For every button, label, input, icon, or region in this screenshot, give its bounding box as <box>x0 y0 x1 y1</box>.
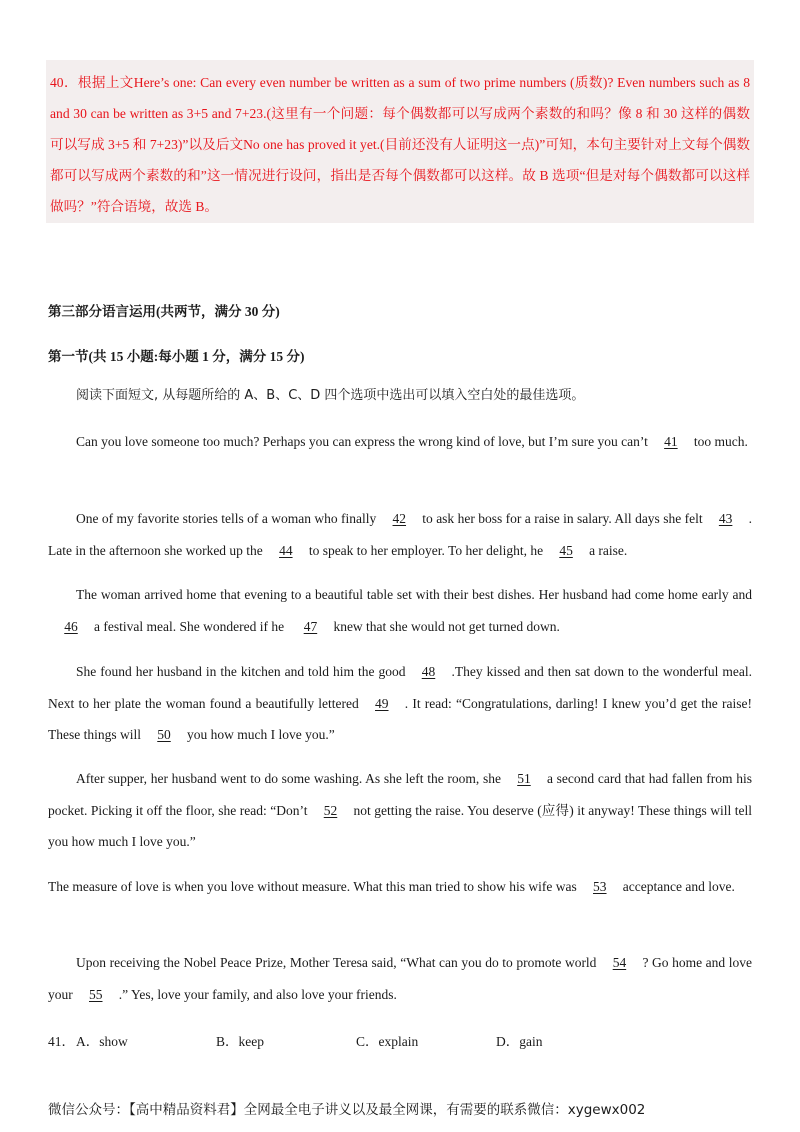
passage-paragraph-5: After supper, her husband went to do some washing. As she left the room, she 51 a second card that had fallen from his pocket. Picking it off the floor, she read: “Don’t 52 not getting the raise. You deserve (应得) it anyway! These things will tell you how much I love you.” <box>48 763 752 858</box>
blank-42: 42 <box>392 511 407 526</box>
passage-paragraph-6: The measure of love is when you love without measure. What this man tried to show his wife was 53 acceptance and love. <box>48 871 752 903</box>
blank-46: 46 <box>64 618 78 634</box>
blank-41: 41 <box>664 434 678 449</box>
blank-50: 50 <box>157 727 171 742</box>
blank-53: 53 <box>593 879 607 894</box>
question-number: 41． <box>48 1034 75 1049</box>
blank-43: 43 <box>718 511 733 526</box>
instructions: 阅读下面短文, 从每题所给的 A、B、C、D 四个选项中选出可以填入空白处的最佳选项。 <box>76 388 585 403</box>
option-a: A．show <box>76 1034 128 1049</box>
passage-paragraph-1: Can you love someone too much? Perhaps you can express the wrong kind of love, but I’m sure you can’t 41 too much. <box>48 426 752 458</box>
option-d: D．gain <box>496 1034 543 1049</box>
section-title: 第三部分语言运用(共两节，满分 30 分) <box>48 304 280 319</box>
question-41-options <box>48 1030 636 1050</box>
passage-paragraph-7: Upon receiving the Nobel Peace Prize, Mother Teresa said, “What can you do to promote world 54 ? Go home and love your 55 .” Yes, love your family, and also love your friends. <box>48 947 752 1010</box>
blank-54: 54 <box>612 955 627 970</box>
subsection-title: 第一节(共 15 小题:每小题 1 分，满分 15 分) <box>48 349 305 364</box>
blank-52: 52 <box>323 802 338 818</box>
passage-paragraph-4: She found her husband in the kitchen and told him the good 48 .They kissed and then sat down to the wonderful meal. Next to her plate the woman found a beautifully lettered 49 . It read: “Congratulations, darling! I knew you’d get the raise! These things will 50 you how much I love you.” <box>48 656 752 751</box>
blank-49: 49 <box>375 695 389 711</box>
passage-paragraph-2: One of my favorite stories tells of a woman who finally 42 to ask her boss for a raise in salary. All days she felt 43 . Late in the afternoon she worked up the 44 to speak to her employer. To her delight, he 45 a raise. <box>48 503 752 566</box>
blank-48: 48 <box>421 664 436 679</box>
blank-51: 51 <box>517 771 531 786</box>
answer-explanation-text: 40．根据上文Here’s one: Can every even number be written as a sum of two prime numbers (质数)? Even numbers such as 8 and 30 can be written as 3+5 and 7+23.(这里有一个问题：每个偶数都可以写成两个素数的和吗？像 8 和 30 这样的偶数可以写成 3+5 和 7+23)”以及后文No one has proved it yet.(目前还没有人证明这一点)”可知，本句主要针对上文每个偶数都可以写成两个素数的和”这一情况进行设问，指出是否每个偶数都可以这样。故 B 选项“但是对每个偶数都可以这样做吗？”符合语境，故选 B。 <box>50 75 750 214</box>
blank-47: 47 <box>303 618 318 634</box>
blank-45: 45 <box>559 542 573 558</box>
option-c: C．explain <box>356 1034 419 1049</box>
answer-explanation-box <box>46 60 754 223</box>
blank-55: 55 <box>89 986 103 1002</box>
passage-paragraph-3: The woman arrived home that evening to a beautiful table set with their best dishes. Her husband had come home early and 46 a festival meal. She wondered if he 47 knew that she would not get turned down. <box>48 579 752 642</box>
footer-promo: 微信公众号：【高中精品资料君】全网最全电子讲义以及最全网课，有需要的联系微信：xygewx002 <box>48 1102 646 1118</box>
blank-44: 44 <box>279 542 293 558</box>
option-b: B．keep <box>216 1034 264 1049</box>
